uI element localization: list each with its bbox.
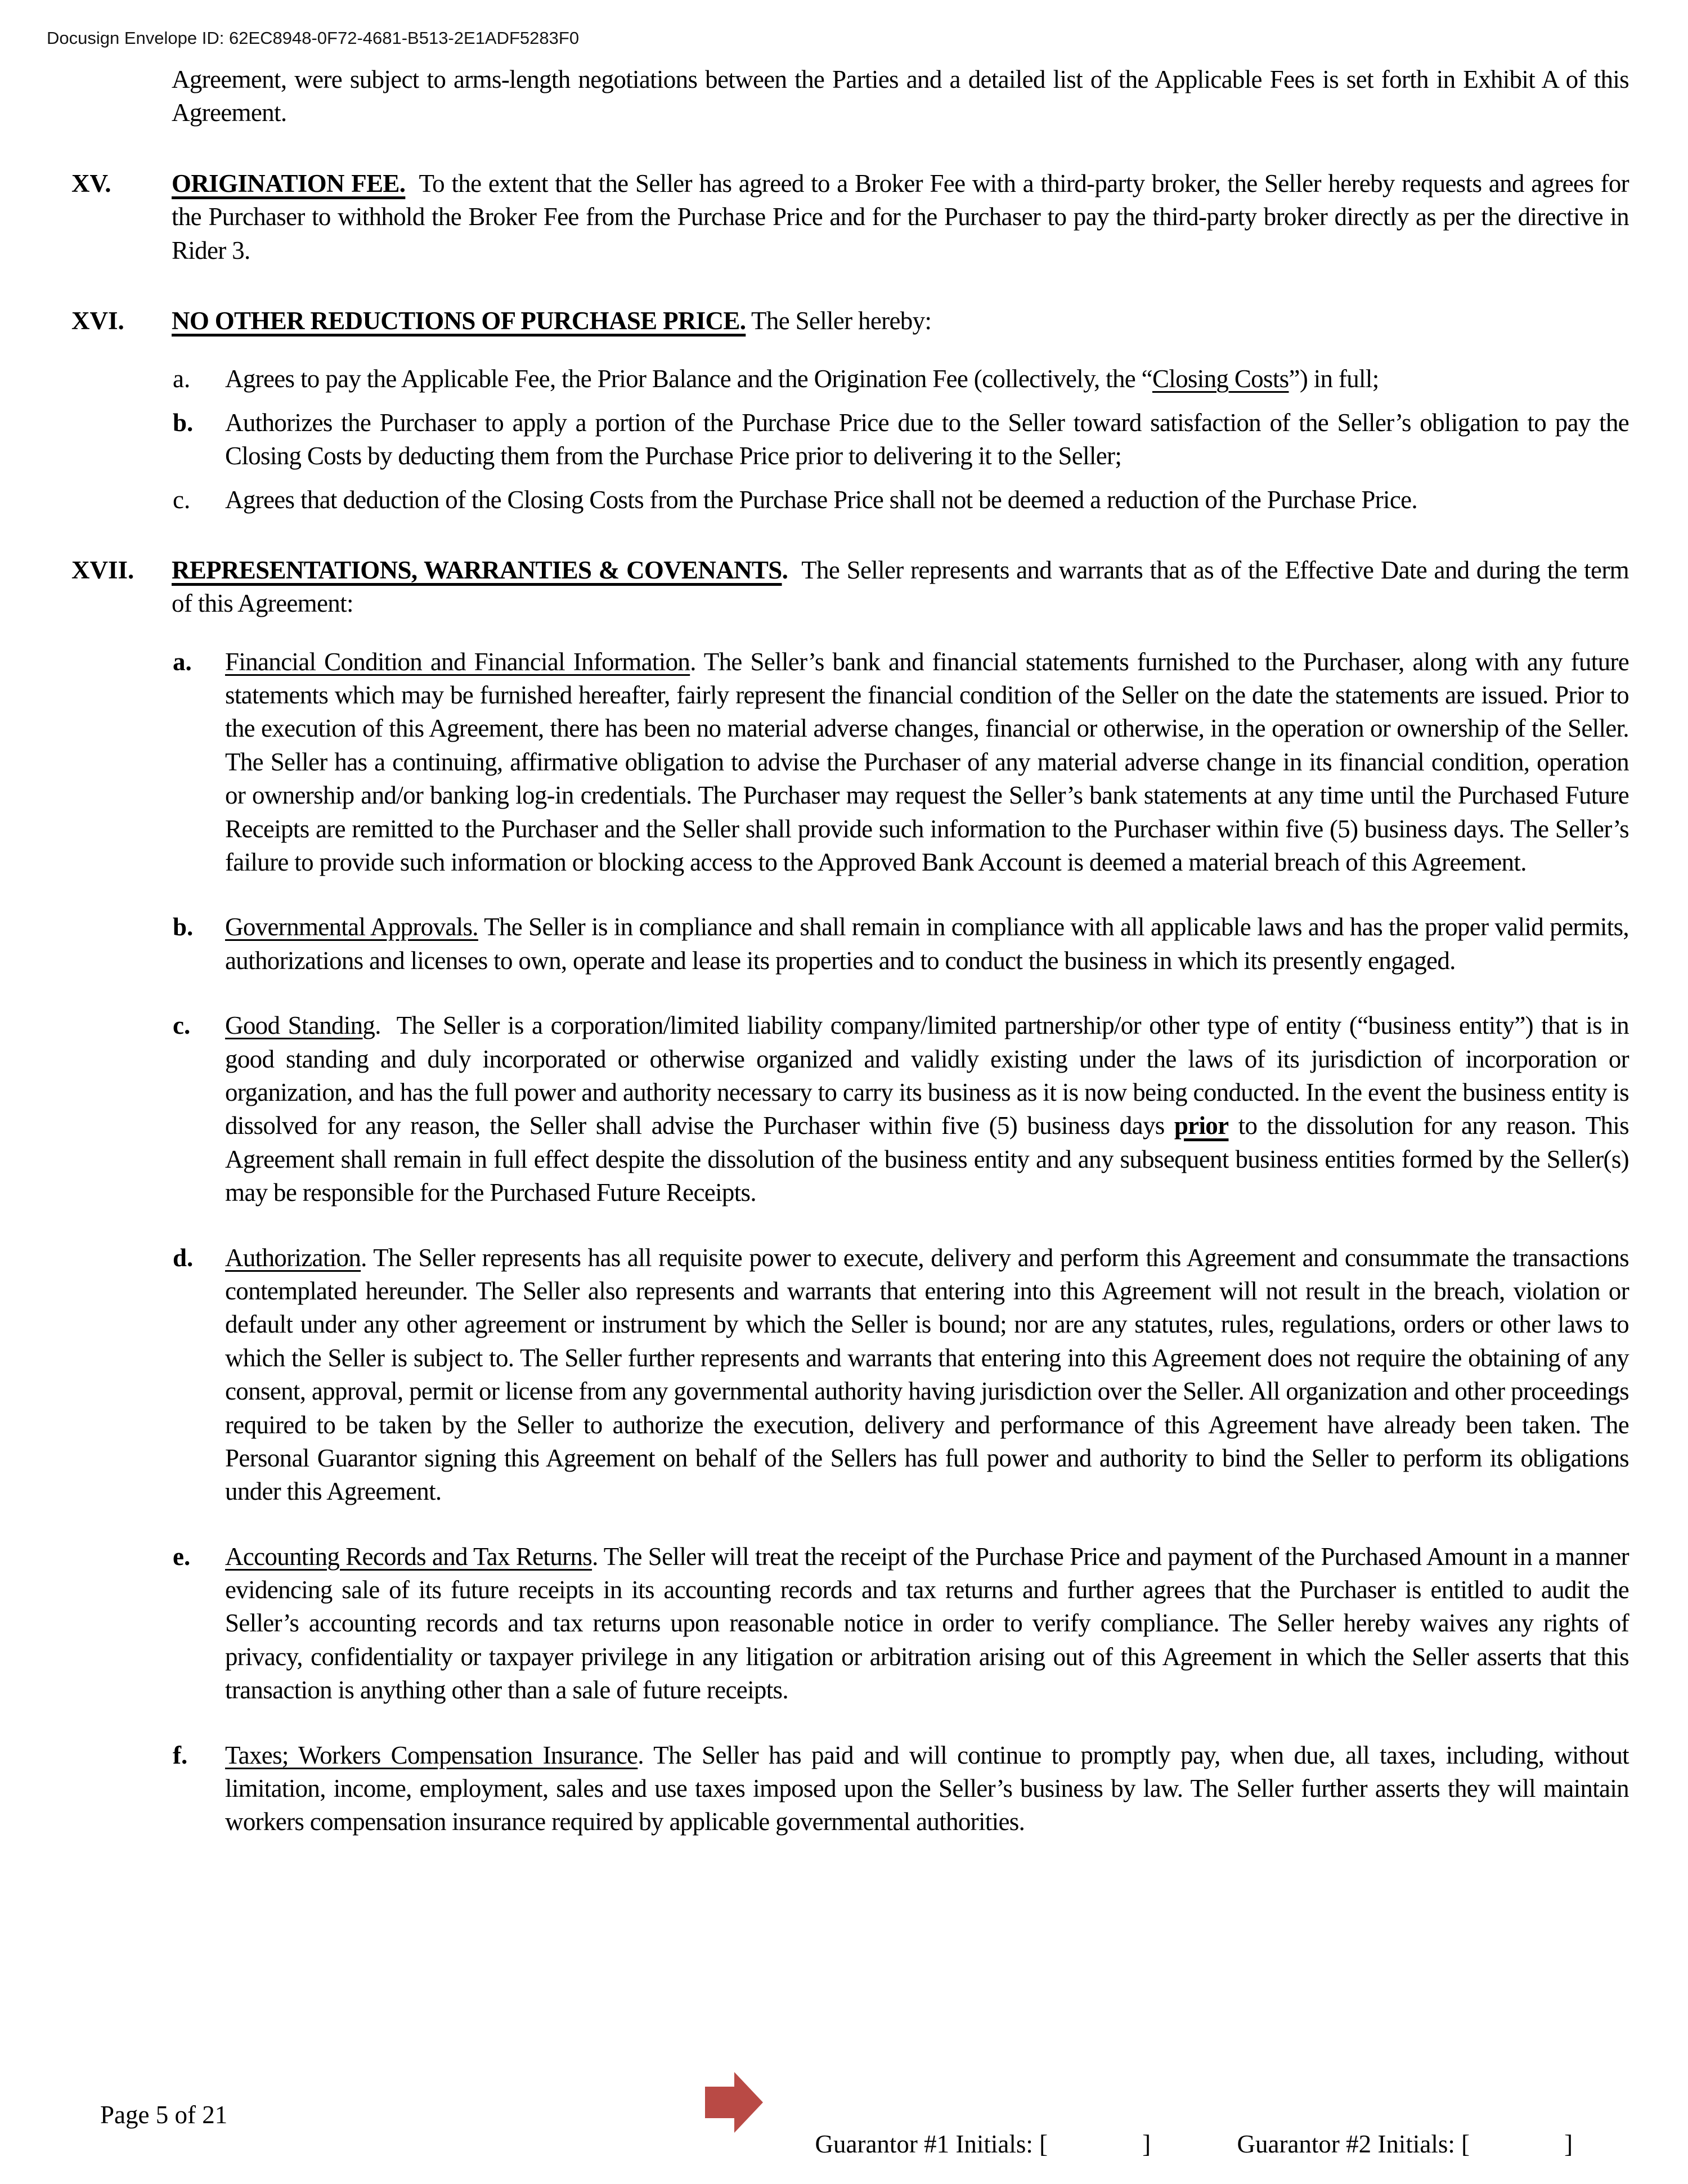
item-marker: c. <box>173 485 191 514</box>
section-numeral: XV. <box>71 169 111 198</box>
text-segment: To the extent that the Seller has agreed to a Broker Fee with a third-party broker, the Seller hereby requests and agrees for the Purchaser to withhold the Broker Fee from the Purchase Price and for the Purchaser to pay the third-party broker directly as per the directive in Rider 3. <box>172 169 1635 264</box>
section-items <box>172 362 1635 517</box>
text-segment: . The Seller represents has all requisite power to execute, delivery and perform this Agreement and consummate the transactions contemplated hereunder. The Seller also represents and warrants that entering into this Agreement will not result in the breach, violation or default under any other agreement or instrument by which the Seller is bound; nor are any statutes, rules, regulations, orders or other laws to which the Seller is subject to. The Seller further represents and warrants that entering into this Agreement does not require the obtaining of any consent, approval, permit or license from any governmental authority having jurisdiction over the Seller. All organization and other proceedings required to be taken by the Seller to authorize the execution, delivery and performance of this Agreement have already been taken. The Personal Guarantor signing this Agreement on behalf of the Sellers has full power and authority to bind the Seller to perform its obligations under this Agreement. <box>225 1243 1635 1506</box>
text-segment: Taxes; Workers Compensation Insurance <box>225 1741 638 1769</box>
section-paragraph <box>172 554 1635 621</box>
sign-here-arrow-icon[interactable] <box>705 2072 763 2133</box>
intro-paragraph: Agreement, were subject to arms-length negotiations between the Parties and a detailed list of the Applicable Fees is set forth in Exhibit A of this Agreement. <box>172 65 1634 127</box>
text-segment: . The Seller’s bank and financial statements furnished to the Purchaser, along with any future statements which may be furnished hereafter, fairly represent the financial condition of the Seller on the date the statements are issued. Prior to the execution of this Agreement, there has been no material adverse changes, financial or otherwise, in the operation or ownership of the Seller. The Seller has a continuing, affirmative obligation to advise the Purchaser of any material adverse change in its financial condition, operation or ownership and/or banking log-in credentials. The Purchaser may request the Seller’s bank statements at any time until the Purchased Future Receipts are remitted to the Purchaser and the Seller shall provide such information to the Purchaser within five (5) business days. The Seller’s failure to provide such information or blocking access to the Approved Bank Account is deemed a material breach of this Agreement. <box>225 647 1635 877</box>
text-segment: Closing Costs <box>1152 365 1289 393</box>
text-segment: Governmental Approvals. <box>225 913 478 941</box>
docusign-envelope-id: Docusign Envelope ID: 62EC8948-0F72-4681-B513-2E1ADF5283F0 <box>47 28 580 48</box>
item-marker: c. <box>173 1011 191 1040</box>
section-numeral: XVI. <box>71 306 124 335</box>
bracket-close: ] <box>1142 2130 1151 2158</box>
guarantor-2-initials-field[interactable] <box>1461 2130 1573 2158</box>
item-paragraph <box>225 911 1635 977</box>
guarantor-1-initials-field[interactable] <box>1039 2130 1151 2158</box>
text-segment: NO OTHER REDUCTIONS OF PURCHASE PRICE. <box>172 306 746 335</box>
bracket-open: [ <box>1461 2130 1470 2158</box>
text-segment: REPRESENTATIONS, WARRANTIES & COVENANTS <box>172 555 782 584</box>
text-segment: Accounting Records and Tax Returns <box>225 1542 592 1571</box>
page-number-label: Page 5 of 21 <box>100 2101 228 2129</box>
text-segment: Agrees that deduction of the Closing Costs from the Purchase Price shall not be deemed a reduction of the Purchase Price. <box>225 485 1417 514</box>
text-segment: to the dissolution for any reason. This Agreement shall remain in full effect despite the dissolution of the business entity and any subsequent business entities formed by the Seller(s) may be responsible for the Purchased Future Receipts. <box>225 1111 1635 1207</box>
item-paragraph <box>225 1739 1635 1839</box>
section-items <box>172 645 1635 1839</box>
document-section <box>71 167 1635 267</box>
item-marker: f. <box>173 1741 188 1769</box>
list-item <box>172 1241 1635 1509</box>
text-segment: . The Seller has paid and will continue to promptly pay, when due, all taxes, including, without limitation, income, employment, sales and use taxes imposed upon the Seller’s business by law. The Seller further asserts they will maintain workers compensation insurance required by applicable governmental authorities. <box>225 1741 1635 1836</box>
item-paragraph <box>225 1540 1635 1707</box>
guarantor-1-initials <box>802 2100 1151 2159</box>
item-marker: a. <box>173 365 191 393</box>
guarantor-2-initials-label: Guarantor #2 Initials: <box>1237 2130 1462 2158</box>
document-content <box>0 63 1688 1839</box>
text-segment: . <box>782 555 788 584</box>
bracket-open: [ <box>1039 2130 1048 2158</box>
text-segment: ORIGINATION FEE. <box>172 169 406 198</box>
bracket-close: ] <box>1564 2130 1573 2158</box>
section-numeral: XVII. <box>71 555 134 584</box>
item-marker: d. <box>173 1243 194 1272</box>
list-item <box>172 406 1635 473</box>
text-segment: The Seller hereby: <box>746 306 932 335</box>
list-item <box>172 1540 1635 1707</box>
list-item <box>172 483 1629 517</box>
text-segment: Authorization <box>225 1243 361 1272</box>
item-marker: a. <box>173 647 192 676</box>
text-segment: . The Seller will treat the receipt of the Purchase Price and payment of the Purchased Amount in a manner evidencing sale of its future receipts in its accounting records and tax returns and further agrees that the Purchaser is entitled to audit the Seller’s accounting records and tax returns upon reasonable notice in order to verify compliance. The Seller hereby waives any rights of privacy, confidentiality or taxpayer privilege in any litigation or arbitration arising out of this Agreement in which the Seller asserts that this transaction is anything other than a sale of future receipts. <box>225 1542 1635 1705</box>
list-item <box>172 645 1635 880</box>
list-item <box>172 1009 1635 1209</box>
document-section <box>71 304 1635 517</box>
item-paragraph <box>225 1009 1635 1209</box>
text-segment: . The Seller is a corporation/limited liability company/limited partnership/or other type of entity (“business entity”) that is in good standing and duly incorporated or otherwise organized and validly existing under the laws of its jurisdiction of incorporation or organization, and has the full power and authority necessary to carry its business as it is now being conducted. In the event the business entity is dissolved for any reason, the Seller shall advise the Purchaser within five (5) business days <box>225 1011 1635 1140</box>
text-segment: Agrees to pay the Applicable Fee, the Prior Balance and the Origination Fee (collectively, the “ <box>225 365 1152 393</box>
text-segment: Authorizes the Purchaser to apply a portion of the Purchase Price due to the Seller toward satisfaction of the Seller’s obligation to pay the Closing Costs by deducting them from the Purchase Price prior to delivering it to the Seller; <box>225 408 1635 470</box>
item-paragraph <box>225 362 1629 396</box>
list-item <box>172 1739 1635 1839</box>
document-body <box>71 167 1635 1839</box>
item-marker: e. <box>173 1542 191 1571</box>
guarantor-1-initials-label: Guarantor #1 Initials: <box>815 2130 1040 2158</box>
guarantor-2-initials <box>1224 2100 1573 2159</box>
text-segment: The Seller represents and warrants that as of the Effective Date and during the term of this Agreement: <box>172 555 1635 618</box>
document-section <box>71 554 1635 1839</box>
text-segment: Financial Condition and Financial Information <box>225 647 690 676</box>
text-segment: The Seller is in compliance and shall remain in compliance with all applicable laws and has the proper valid permits, authorizations and licenses to own, operate and lease its properties and to conduct the business in which its presently engaged. <box>225 913 1635 975</box>
item-marker: b. <box>173 913 194 941</box>
section-paragraph <box>172 304 1629 338</box>
item-paragraph <box>225 1241 1635 1509</box>
sign-here-arrow-shape <box>705 2072 763 2133</box>
section-paragraph <box>172 167 1635 267</box>
text-segment: prior <box>1174 1111 1229 1140</box>
text-segment: ”) in full; <box>1289 365 1379 393</box>
item-paragraph <box>225 483 1629 517</box>
item-paragraph <box>225 645 1635 880</box>
text-segment: Good Standing <box>225 1011 375 1040</box>
list-item <box>172 911 1635 977</box>
item-paragraph <box>225 406 1635 473</box>
item-marker: b. <box>173 408 194 437</box>
list-item <box>172 362 1629 396</box>
